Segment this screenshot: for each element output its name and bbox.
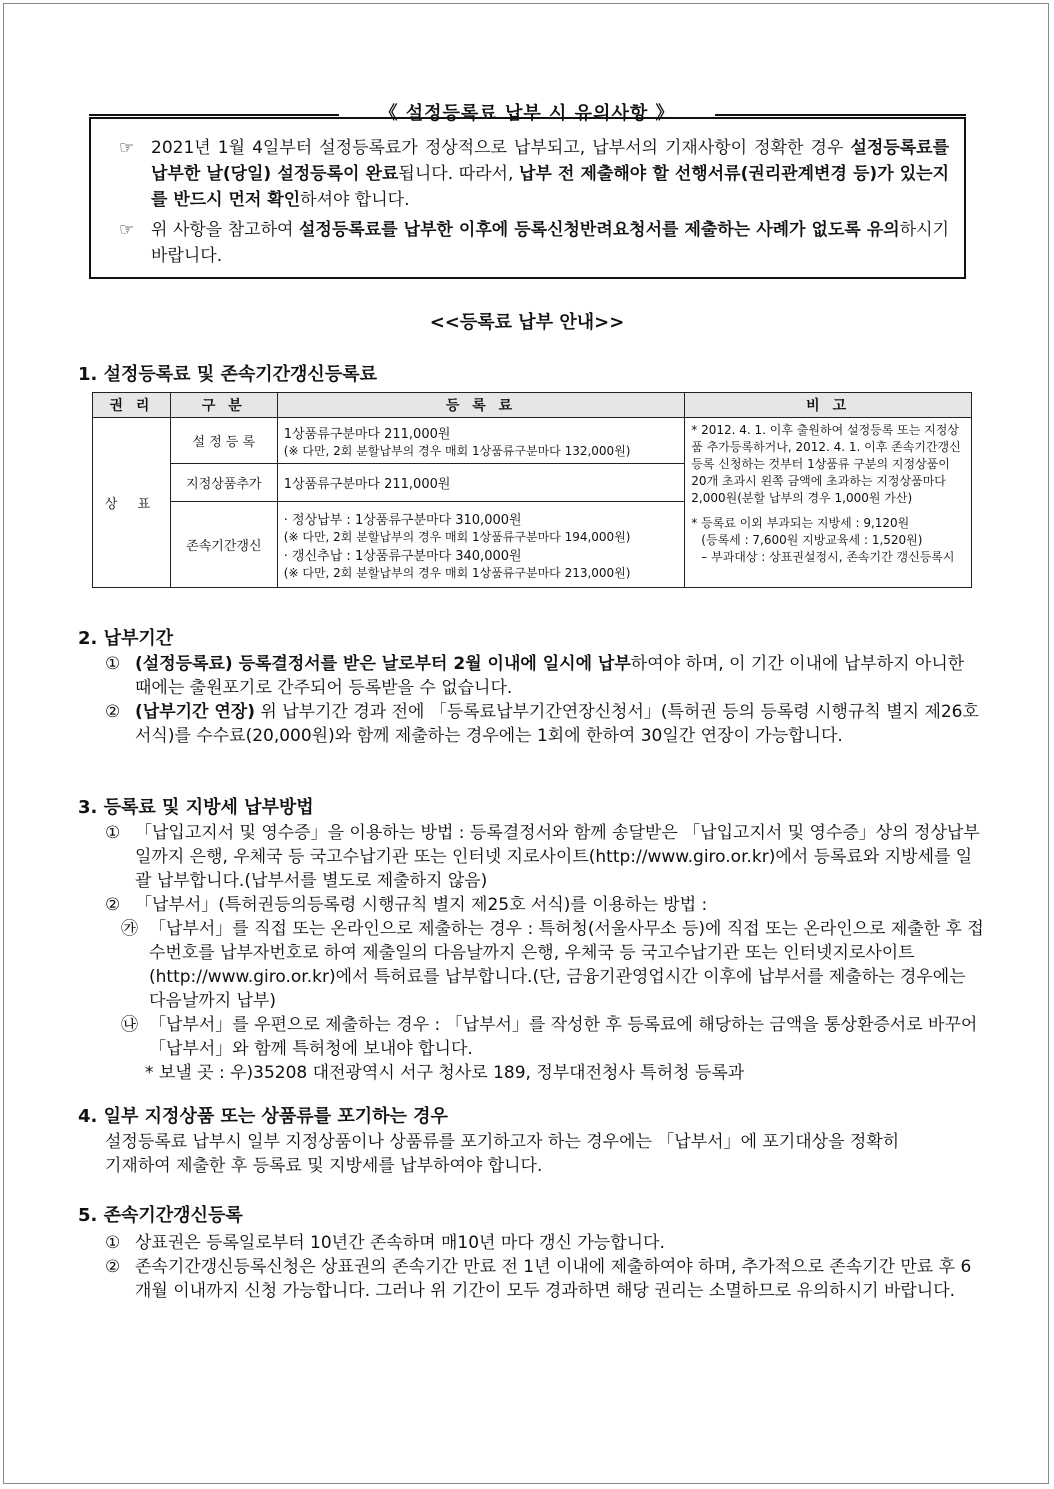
notice-title: 《 설정등록료 납부 시 유의사항 》 <box>0 99 1054 125</box>
pointing-hand-icon: ☞ <box>119 220 135 240</box>
row-category: 존속기간갱신 <box>170 502 277 588</box>
list-item: ① 상표권은 등록일로부터 10년간 존속하며 매10년 마다 갱신 가능합니다. <box>105 1233 665 1253</box>
section4-body: 설정등록료 납부시 일부 지정상품이나 상품류를 포기하고자 하는 경우에는 「납부서」에 포기대상을 정확히 기재하여 제출한 후 등록료 및 지방세를 납부하여야 합니다. <box>105 1132 900 1176</box>
section2-heading: 2. 납부기간 <box>78 628 174 649</box>
right-label: 상 표 <box>93 418 171 588</box>
header-fee: 등 록 료 <box>277 393 685 418</box>
pointing-hand-icon: ☞ <box>119 138 135 158</box>
list-item: ② (납부기간 연장) 위 납부기간 경과 전에 「등록료납부기간연장신청서」(특허권 등의 등록령 시행규칙 별지 제26호 서식)를 수수료(20,000원)와 함께 제출하는 경우에는 1회에 한하여 30일간 연장이 가능합니다. <box>105 702 979 746</box>
section4-heading: 4. 일부 지정상품 또는 상품류를 포기하는 경우 <box>78 1106 448 1127</box>
section3-heading: 3. 등록료 및 지방세 납부방법 <box>78 797 314 818</box>
row-fee: 1상품류구분마다 211,000원 <box>277 464 685 502</box>
notice-box <box>89 117 966 279</box>
table-row <box>93 418 972 464</box>
row-category: 설 정 등 록 <box>170 418 277 464</box>
section2-body <box>105 652 985 748</box>
list-item: ① (설정등록료) 등록결정서를 받은 날로부터 2월 이내에 일시에 납부하여야 하며, 이 기간 이내에 납부하지 아니한 때에는 출원포기로 간주되어 등록받을 수 없습니다. <box>105 654 965 698</box>
section5-body <box>105 1231 985 1303</box>
row-fee: 1상품류구분마다 211,000원 (※ 다만, 2회 분할납부의 경우 매회 1상품류구분마다 132,000원) <box>277 418 685 464</box>
header-category: 구 분 <box>170 393 277 418</box>
row-fee: · 정상납부 : 1상품류구분마다 310,000원 (※ 다만, 2회 분할납부의 경우 매회 1상품류구분마다 194,000원) · 갱신추납 : 1상품류구분마다 340,000원 (※ 다만, 2회 분할납부의 경우 매회 1상품류구분마다 213,000원) <box>277 502 685 588</box>
section5-heading: 5. 존속기간갱신등록 <box>78 1205 243 1226</box>
fee-table <box>92 392 972 588</box>
list-item: ② 「납부서」(특허권등의등록령 시행규칙 별지 제25호 서식)를 이용하는 방법 : <box>105 895 708 915</box>
remarks-cell: * 2012. 4. 1. 이후 출원하여 설정등록 또는 지정상품 추가등록하거나, 2012. 4. 1. 이후 존속기간갱신등록 신청하는 것부터 1상품류 구분의 지정상품이 20개 초과시 왼쪽 금액에 초과하는 지정상품마다 2,000원(분할 납부의 경우 1,000원 가산) * 등록료 이외 부과되는 지방세 : 9,120원 (등록세 : 7,600원 지방교육세 : 1,520원) – 부과대상 : 상표권설정시, 존속기간 갱신등록시 <box>685 418 972 588</box>
guide-title: <<등록료 납부 안내>> <box>429 312 625 333</box>
list-item: ① 「납입고지서 및 영수증」을 이용하는 방법 : 등록결정서와 함께 송달받은 「납입고지서 및 영수증」상의 정상납부일까지 은행, 우체국 등 국고수납기관 또는 인터넷 지로사이트(http://www.giro.or.kr)에서 등록료와 지방세를 일괄 납부합니다.(납부서를 별도로 제출하지 않음) <box>105 823 980 891</box>
header-right: 권 리 <box>93 393 171 418</box>
list-item: ㉮ 「납부서」를 직접 또는 온라인으로 제출하는 경우 : 특허청(서울사무소 등)에 직접 또는 온라인으로 제출한 후 접수번호를 납부자번호로 하여 제출일의 다음날까지 은행, 우체국 등 국고수납기관 또는 인터넷지로사이트(http://www.giro.or.kr)에서 특허료를 납부합니다.(단, 금융기관영업시간 이후에 납부서를 제출하는 경우에는 다음날까지 납부) <box>121 919 984 1011</box>
mailing-address: * 보낼 곳 : 우)35208 대전광역시 서구 청사로 189, 정부대전청사 특허청 등록과 <box>145 1063 745 1083</box>
notice-para-2: ☞ 위 사항을 참고하여 설정등록료를 납부한 이후에 등록신청반려요청서를 제출하는 사례가 없도록 유의하시기 바랍니다. <box>119 217 949 269</box>
notice-para-1: ☞ 2021년 1월 4일부터 설정등록료가 정상적으로 납부되고, 납부서의 기재사항이 정확한 경우 설정등록료를 납부한 날(당일) 설정등록이 완료됩니다. 따라서, 납부 전 제출해야 할 선행서류(권리관계변경 등)가 있는지를 반드시 먼저 확인하셔야 합니다. <box>119 135 949 213</box>
section3-body <box>105 821 985 1085</box>
section1-heading: 1. 설정등록료 및 존속기간갱신등록료 <box>78 364 377 385</box>
fee-table-header <box>93 393 972 418</box>
header-remarks: 비 고 <box>685 393 972 418</box>
list-item: ② 존속기간갱신등록신청은 상표권의 존속기간 만료 전 1년 이내에 제출하여야 하며, 추가적으로 존속기간 만료 후 6개월 이내까지 신청 가능합니다. 그러나 위 기간이 모두 경과하면 해당 권리는 소멸하므로 유의하시기 바랍니다. <box>105 1257 972 1301</box>
row-category: 지정상품추가 <box>170 464 277 502</box>
list-item: ㉯ 「납부서」를 우편으로 제출하는 경우 : 「납부서」를 작성한 후 등록료에 해당하는 금액을 통상환증서로 바꾸어 「납부서」와 함께 특허청에 보내야 합니다. <box>121 1015 978 1059</box>
